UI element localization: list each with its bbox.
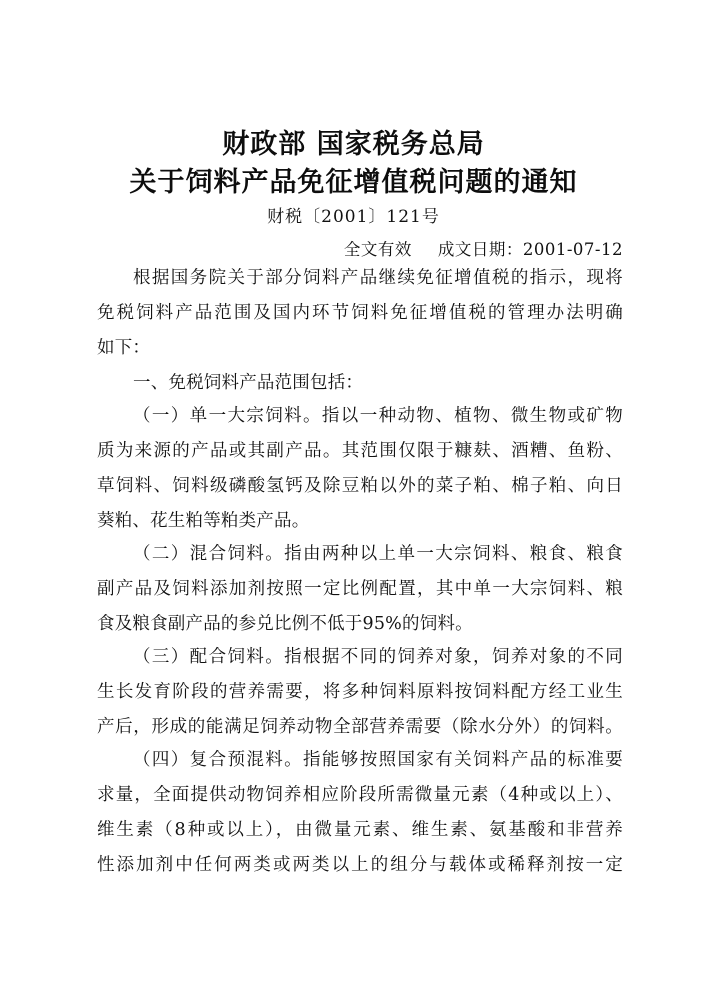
date-value: 2001-07-12	[522, 240, 623, 259]
body-line: 食及粮食副产品的参兑比例不低于95%的饲料。	[97, 614, 473, 634]
body-line: 性添加剂中任何两类或两类以上的组分与载体或稀释剂按一定	[97, 855, 623, 875]
body-line: 免税饲料产品范围及国内环节饲料免征增值税的管理办法明确	[97, 303, 623, 323]
body-line: （一）单一大宗饲料。指以一种动物、植物、微生物或矿物	[133, 406, 623, 426]
body-line: 生长发育阶段的营养需要，将多种饲料原料按饲料配方经工业生	[97, 682, 623, 702]
body-line: （二）混合饲料。指由两种以上单一大宗饲料、粮食、粮食	[133, 544, 623, 564]
validity-status: 全文有效	[343, 240, 412, 259]
document-number: 财税〔2001〕121号	[267, 207, 440, 227]
title-line-2: 关于饲料产品免征增值税问题的通知	[129, 167, 578, 198]
body-line: 草饲料、饲料级磷酸氢钙及除豆粕以外的菜子粕、棉子粕、向日	[97, 476, 623, 496]
body-line: 求量，全面提供动物饲养相应阶段所需微量元素（4种或以上）、	[97, 785, 623, 805]
body-line: 如下：	[97, 338, 151, 358]
title-line-1: 财政部 国家税务总局	[222, 129, 485, 160]
body-line: 副产品及饲料添加剂按照一定比例配置，其中单一大宗饲料、粮	[97, 579, 623, 599]
body-line: 质为来源的产品或其副产品。其范围仅限于糠麸、酒糟、鱼粉、	[97, 441, 623, 461]
body-line: 产后，形成的能满足饲养动物全部营养需要（除水分外）的饲料。	[97, 717, 623, 737]
body-line: 葵粕、花生粕等粕类产品。	[97, 511, 310, 531]
body-line: 一、免税饲料产品范围包括：	[133, 373, 364, 393]
body-line: （三）配合饲料。指根据不同的饲养对象，饲养对象的不同	[133, 647, 623, 667]
document-meta	[344, 236, 623, 260]
body-line: 维生素（8种或以上），由微量元素、维生素、氨基酸和非营养	[97, 820, 623, 840]
body-line: （四）复合预混料。指能够按照国家有关饲料产品的标准要	[133, 750, 623, 770]
date-label: 成文日期：	[437, 240, 523, 259]
body-line: 根据国务院关于部分饲料产品继续免征增值税的指示，现将	[133, 268, 623, 288]
